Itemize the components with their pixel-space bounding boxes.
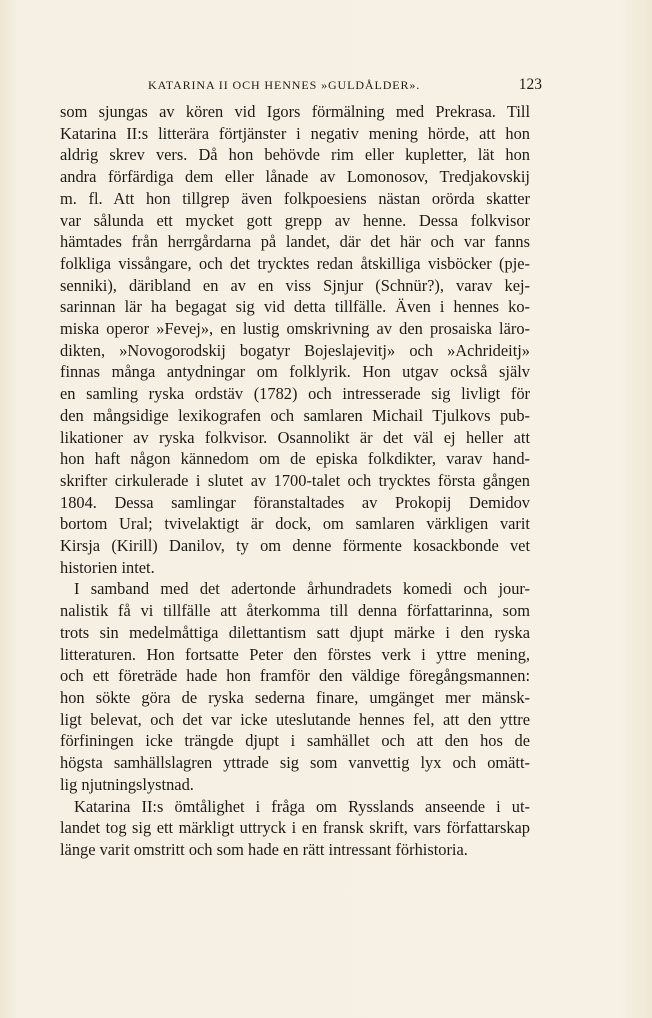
text-line: bortom Ural; tvivelaktigt är dock, om samlaren värkligen varit xyxy=(60,514,530,534)
text-line: hon sökte göra de ryska sederna finare, umgänget mer mänsk- xyxy=(60,687,530,707)
text-line: Katarina II:s ömtålighet i fråga om Rysslands anseende i ut- xyxy=(74,796,530,816)
text-line: andra förfärdiga dem eller lånade av Lomonosov, Tredjakovskij xyxy=(60,167,530,187)
text-line: trots sin medelmåttiga dilettantism satt djupt märke i den ryska xyxy=(60,622,530,642)
text-line: sarinnan lär ha begagat sig vid detta tillfälle. Även i hennes ko- xyxy=(60,297,530,317)
text-line: lig njutningslystnad. xyxy=(60,774,194,794)
paragraph xyxy=(60,101,530,578)
text-line: aldrig skrev vers. Då hon behövde rim eller kupletter, lät hon xyxy=(60,145,530,165)
text-line: dikten, »Novogorodskij bogatyr Bojeslajevitj» och »Achrideitj» xyxy=(60,340,530,360)
text-line: nalistik få vi tillfälle att återkomma till denna författarinna, som xyxy=(60,601,530,621)
text-line: som sjungas av kören vid Igors förmälning med Prekrasa. Till xyxy=(60,102,530,121)
text-line: högsta samhällslagren yttrade sig som vanvettig lyx och omätt- xyxy=(60,753,530,773)
text-line: den mångsidige lexikografen och samlaren Michail Tjulkovs pub- xyxy=(60,405,530,425)
text-line: hon haft någon kännedom om de episka folkdikter, varav hand- xyxy=(60,449,530,469)
page-number: 123 xyxy=(518,76,542,93)
text-line: landet tog sig ett märkligt uttryck i en fransk skrift, vars författarskap xyxy=(60,818,530,838)
text-line: 1804. Dessa samlingar föranstaltades av Prokopij Demidov xyxy=(60,492,530,512)
body-text xyxy=(60,101,530,861)
running-title: KATARINA II OCH HENNES »GULDÅLDER». xyxy=(148,78,421,92)
text-line: förfiningen icke trängde djupt i samhället och att den hos de xyxy=(60,731,530,751)
text-line: var sålunda ett mycket gott grepp av henne. Dessa folkvisor xyxy=(60,210,530,230)
text-line: ligt belevat, och det var icke uteslutande hennes fel, att den yttre xyxy=(60,709,530,729)
text-line: länge varit omstritt och som hade en rätt intressant förhistoria. xyxy=(60,839,468,859)
paragraph xyxy=(60,796,530,861)
text-line: litteraturen. Hon fortsatte Peter den förstes verk i yttre mening, xyxy=(60,644,530,664)
text-line: m. fl. Att hon tillgrep även folkpoesiens nästan orörda skatter xyxy=(60,188,530,208)
text-line: I samband med det adertonde århundradets komedi och jour- xyxy=(74,579,530,599)
text-line: en samling ryska ordstäv (1782) och intresserade sig livligt för xyxy=(60,384,530,404)
text-line: Katarina II:s litterära förtjänster i negativ mening hörde, att hon xyxy=(60,123,530,143)
paragraph xyxy=(60,578,530,795)
text-line: skrifter cirkulerade i slutet av 1700-talet och trycktes första gången xyxy=(60,470,530,490)
text-line: finnas många antydningar om folklyrik. Hon utgav också själv xyxy=(60,362,530,382)
text-line: senniki), däribland en av en viss Sjnjur (Schnür?), varav kej- xyxy=(60,275,530,295)
text-line: och ett företräde hade hon framför den väldige föregångsmannen: xyxy=(60,666,530,686)
page-header xyxy=(148,76,542,96)
text-line: likationer av ryska folkvisor. Osannolikt är det väl ej heller att xyxy=(60,427,530,447)
text-line: hämtades från herrgårdarna på landet, där det här och var fanns xyxy=(60,232,530,252)
text-line: miska operor »Fevej», en lustig omskrivning av den prosaiska läro- xyxy=(60,319,530,339)
text-line: folkliga vissångare, och det trycktes redan åtskilliga visböcker (pje- xyxy=(60,253,530,273)
text-line: Kirsja (Kirill) Danilov, ty om denne förmente kosackbonde vet xyxy=(60,536,530,556)
text-line: historien intet. xyxy=(60,557,155,577)
